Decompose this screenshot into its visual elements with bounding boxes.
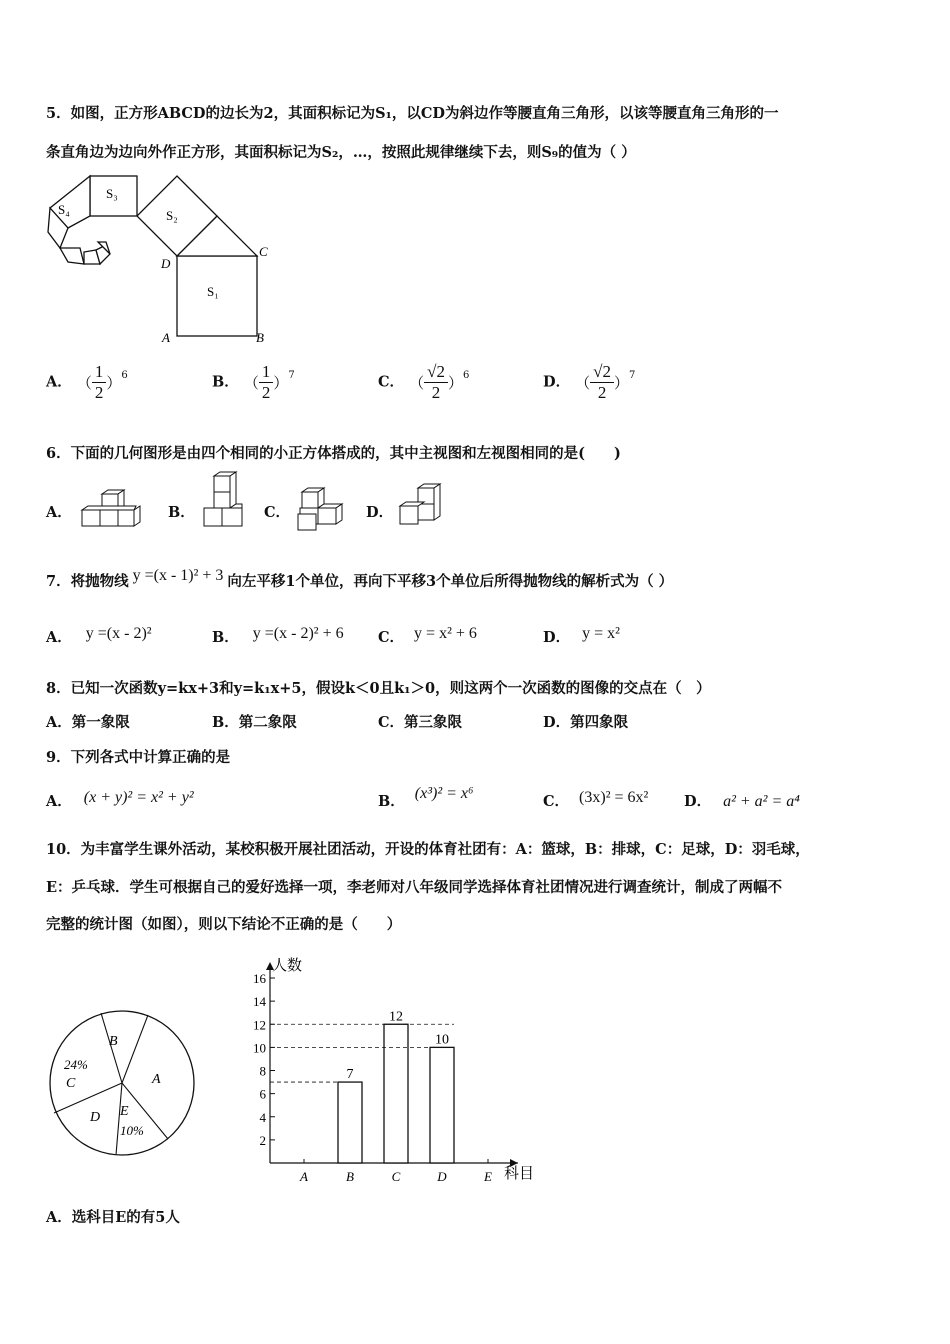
q9-text: 9．下列各式中计算正确的是 [46, 749, 231, 766]
x-tick-label: D [437, 1169, 447, 1184]
q5-option-b[interactable]: B． （ $\frac{1}{2}$ ）$^7$ [212, 362, 295, 402]
q5-line2: 条直角边为边向外作正方形，其面积标记为S₂，…，按照此规律继续下去，则S₉的值为（ ） [46, 144, 636, 161]
pie-chart [44, 1005, 204, 1165]
q6-cubes-d [396, 480, 448, 532]
pie-label-a: A [152, 1072, 161, 1087]
pie-label-e: E [120, 1104, 129, 1119]
q8-option-d[interactable]: D．第四象限 [543, 714, 629, 731]
q7-option-b[interactable]: B． y =(x - 2)² + 6 [212, 625, 344, 646]
q7-formula: y =(x - 1)² + 3 [132, 567, 224, 584]
bar-chart [238, 952, 543, 1187]
bar-b [338, 1082, 362, 1163]
q7-option-a[interactable]: A． y =(x - 2)² [46, 625, 152, 646]
q5-option-a[interactable]: A． （ $\frac{1}{2}$ ）$^6$ [46, 362, 128, 402]
q8-option-a[interactable]: A．第一象限 [46, 714, 130, 731]
y-tick-label: 14 [253, 994, 266, 1010]
q7-option-c[interactable]: C． y = x² + 6 [378, 625, 477, 646]
data-label-b: 7 [346, 1067, 354, 1083]
label-d: D [161, 256, 171, 271]
q6-option-b-label[interactable]: B． [168, 504, 195, 521]
label-s1: S₁ [207, 284, 219, 299]
q9-option-c[interactable]: C． (3x)² = 6x² [543, 789, 649, 810]
y-tick-label: 10 [253, 1040, 266, 1056]
bar-c [384, 1024, 408, 1163]
q8-option-b[interactable]: B．第二象限 [212, 714, 297, 731]
label-a: A [162, 330, 170, 345]
pie-label-d: D [90, 1110, 101, 1125]
q8-text: 8．已知一次函数y=kx+3和y=k₁x+5，假设k＜0且k₁＞0，则这两个一次函数的图像的交点在（ ） [46, 680, 711, 697]
pie-label-b: B [109, 1034, 118, 1049]
data-label-c: 12 [389, 1009, 403, 1025]
q6-cubes-a [80, 488, 142, 530]
q6-cubes-c [294, 484, 346, 532]
q9-option-d[interactable]: D． a² + a² = a⁴ [684, 793, 800, 810]
q10-line3: 完整的统计图（如图），则以下结论不正确的是（ ） [46, 916, 402, 933]
q9-option-a[interactable]: A． (x + y)² = x² + y² [46, 789, 194, 810]
y-axis-label: 人数 [272, 958, 303, 974]
q9-option-b[interactable]: B． (x³)² = x⁶ [378, 785, 474, 810]
q6-cubes-b [200, 470, 246, 530]
label-s2: S₂ [166, 208, 178, 223]
x-tick-label: A [300, 1169, 308, 1184]
q6-option-d-label[interactable]: D． [366, 504, 394, 521]
q5-line1: 5．如图，正方形ABCD的边长为2，其面积标记为S₁，以CD为斜边作等腰直角三角形，以该等腰直角三角形的一 [46, 105, 779, 122]
y-tick-label: 8 [259, 1063, 266, 1079]
q10-line2: E：乒乓球．学生可根据自己的爱好选择一项，李老师对八年级同学选择体育社团情况进行调查统计，制成了两幅不 [46, 879, 783, 896]
label-c: C [259, 244, 268, 259]
bar-d [430, 1047, 454, 1163]
y-tick-label: 16 [253, 971, 266, 986]
q5-option-c[interactable]: C． （ $\frac{√2}{2}$ ）$^6$ [378, 362, 470, 402]
label-s4: S₄ [58, 202, 70, 217]
q10-line1: 10．为丰富学生课外活动，某校积极开展社团活动，开设的体育社团有：A：篮球，B：排球，C：足球，D：羽毛球， [46, 841, 810, 858]
q6-text: 6．下面的几何图形是由四个相同的小正方体搭成的，其中主视图和左视图相同的是( ) [46, 445, 621, 462]
x-tick-label: B [346, 1169, 354, 1184]
q6-option-a-label[interactable]: A． [46, 504, 72, 521]
y-tick-label: 12 [253, 1017, 266, 1033]
data-label-d: 10 [435, 1032, 449, 1048]
pie-label-e-pct: 10% [120, 1123, 144, 1138]
label-s3: S₃ [106, 186, 118, 201]
pie-label-c-pct: 24% [64, 1057, 88, 1072]
q8-option-c[interactable]: C．第三象限 [378, 714, 463, 731]
x-axis-label: 科目 [504, 1166, 535, 1182]
x-tick-label: E [484, 1169, 492, 1184]
q7-text: 7．将抛物线 y =(x - 1)² + 3 向左平移1个单位，再向下平移3个单位后所得抛物线的解析式为（ ） [46, 567, 674, 590]
q5-option-d[interactable]: D． （ $\frac{√2}{2}$ ）$^7$ [543, 362, 636, 402]
label-b: B [256, 330, 264, 345]
q6-option-c-label[interactable]: C． [264, 504, 291, 521]
y-tick-label: 6 [259, 1086, 266, 1102]
y-tick-label: 4 [259, 1109, 266, 1125]
x-tick-label: C [391, 1169, 401, 1184]
q7-option-d[interactable]: D． y = x² [543, 625, 620, 646]
q10-option-a[interactable]: A．选科目E的有5人 [46, 1209, 180, 1226]
q5-figure [40, 170, 280, 345]
pie-label-c: C [66, 1076, 76, 1091]
y-tick-label: 2 [259, 1132, 266, 1148]
